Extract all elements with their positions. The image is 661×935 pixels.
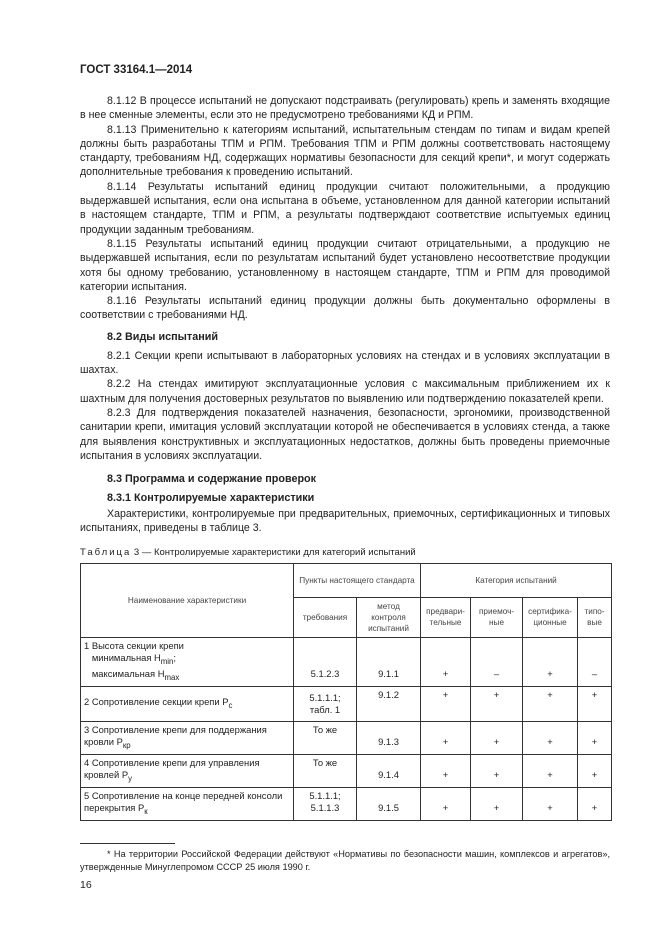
footnote: * На территории Российской Федерации действуют «Нормативы по безопасности машин, комплексов и агрегатов», утвержденные Минуглепромом СССР 25 июля 1990 г. [80,848,610,872]
method-cell: 9.1.1 [357,637,421,686]
paragraph: 8.1.12 В процессе испытаний не допускают подстраивать (регулировать) крепь и заменять входящие в нее сменные элементы, если это не предусмотрено требованиями КД и РПМ. [80,95,610,122]
cat-cell: + [421,721,471,754]
req-cell: То же [294,721,357,754]
header-category: Категория испытаний [421,563,612,597]
cat-cell: + [523,637,578,686]
paragraph: Характеристики, контролируемые при предварительных, приемочных, сертификационных и типовых испытаниях, приведены в таблице 3. [80,508,610,535]
row-name [81,686,294,721]
cat-cell: + [471,686,523,721]
cat-cell: + [471,787,523,820]
body-text [80,94,610,536]
paragraph: 8.1.15 Результаты испытаний единиц продукции считают отрицательными, а продукцию не выдержавшей испытания, если по результатам испытаний будет установлено несоответствие продукции хотя бы одному требованию, установленному в настоящем стандарте, ТПМ и РПМ для проводимой категории испытания. [80,237,610,293]
method-cell: 9.1.5 [357,787,421,820]
paragraph: 8.2.3 Для подтверждения показателей назначения, безопасности, эргономики, производственной санитарии крепи, имитация условий эксплуатации которой не обеспечивается в условиях стенда, а также для выявления конструктивных и эксплуатационных недостатков, должны быть проведены приемочные испытания в условиях эксплуатации. [80,406,610,462]
text-span: 2 Сопротивление секции крепи P [84,695,229,707]
method-cell: 9.1.3 [357,721,421,754]
table-caption [80,546,611,559]
table-row [81,686,612,721]
text-span: max [164,672,180,682]
text-span: кр [122,740,131,750]
cat-cell: + [471,754,523,787]
section-heading: 8.3 Программа и содержание проверок [107,473,317,486]
req-cell: 5.1.1.1; табл. 1 [294,686,357,721]
caption-text: 3 — Контролируемые характеристики для категорий испытаний [133,546,416,558]
cat-cell: + [523,754,578,787]
text-span: у [128,773,132,783]
text-span: максимальная H [91,667,165,679]
header-method: метод контроля испытаний [357,597,421,637]
subsection-heading: 8.3.1 Контролируемые характеристики [107,492,315,505]
paragraph: 8.1.16 Результаты испытаний единиц продукции должны быть документально оформлены в соответствии с требованиями НД. [80,295,610,322]
cat-cell: – [471,637,523,686]
page-number: 16 [80,878,92,891]
cat-cell: + [578,787,612,820]
header-name: Наименование характеристики [81,563,294,637]
cat-cell: + [523,787,578,820]
table-row [81,637,612,686]
cat-cell: + [421,754,471,787]
req-cell: То же [294,754,357,787]
cat-cell: + [421,787,471,820]
text-span: к [144,806,148,816]
row-name [81,754,294,787]
row-name [81,787,294,820]
paragraph: 8.2.2 На стендах имитируют эксплуатационные условия с максимальным приближением их к шахтным для получения достоверных результатов по выявлению или подтверждению показателей крепи. [80,378,610,405]
footnote-divider [80,843,175,844]
header-c2: приемоч-ные [471,597,523,637]
header-c3: сертифика-ционные [523,597,578,637]
text-span: min [160,656,174,666]
req-cell: 5.1.2.3 [294,637,357,686]
row-name [81,721,294,754]
cat-cell: + [523,721,578,754]
req-cell: 5.1.1.1; 5.1.1.3 [294,787,357,820]
text-span: 5 Сопротивление на конце передней консоли перекрытия P [84,789,283,813]
table-row [81,721,612,754]
paragraph: 8.2.1 Секции крепи испытывают в лабораторных условиях на стендах и в условиях эксплуатации в шахтах. [80,349,610,377]
paragraph: 8.1.13 Применительно к категориям испытаний, испытательным стендам по типам и видам крепей должны быть разработаны ТПМ и РПМ. Требования ТПМ и РПМ должны соответствовать настоящему стандарту, требованиям НД, содержащих нормативы безопасности для секций крепи*, и могут содержать дополнительные требования к проведению испытаний. [80,123,610,179]
text-span: 1 Высота секции крепи [84,639,184,651]
cat-cell: + [578,754,612,787]
header-req: требования [294,597,357,637]
header-points: Пункты настоящего стандарта [294,563,421,597]
text-span: минимальная H [91,651,161,663]
table-row [81,787,612,820]
caption-word: Таблица [80,546,132,558]
text-span: ; [173,651,177,663]
paragraph: 8.1.14 Результаты испытаний единиц продукции считают положительными, а продукцию выдержавшей испытания, если она испытана в объеме, установленном для данной категории испытаний в настоящем стандарте, ТПМ и РПМ, а результаты подтверждают соответствие испытуемых единиц продукции заданным требованиям. [80,180,610,236]
text-span: 4 Сопротивление крепи для управления кровлей P [84,756,260,780]
standard-header: ГОСТ 33164.1—2014 [80,64,193,76]
table-row [81,754,612,787]
section-heading: 8.2 Виды испытаний [107,330,218,343]
cat-cell: + [421,686,471,721]
cat-cell: – [578,637,612,686]
row-name [81,637,294,686]
cat-cell: + [523,686,578,721]
header-c1: предвари-тельные [421,597,471,637]
header-c4: типо-вые [578,597,612,637]
cat-cell: + [471,721,523,754]
method-cell: 9.1.2 [357,686,421,721]
page-content [80,0,611,912]
method-cell: 9.1.4 [357,754,421,787]
text-span: 3 Сопротивление крепи для поддержания кровли P [84,723,267,747]
cat-cell: + [578,686,612,721]
characteristics-table [80,563,612,821]
cat-cell: + [421,637,471,686]
cat-cell: + [578,721,612,754]
text-span: с [228,700,233,710]
